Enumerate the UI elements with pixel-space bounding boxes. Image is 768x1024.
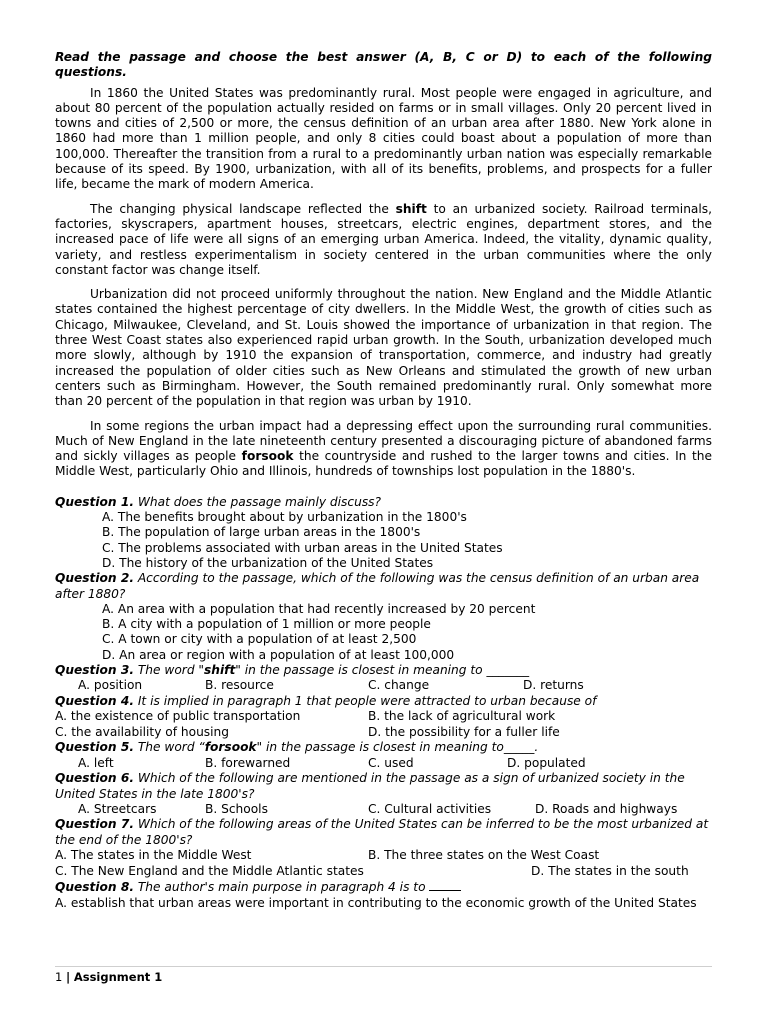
q7-option-d[interactable]: D. The states in the south [531, 863, 689, 878]
passage-paragraph-4: In some regions the urban impact had a depressing effect upon the surrounding rural communities. Much of New England in the late nineteenth century presented a discouraging picture of abandoned farms and sickly villages as people forsook the countryside and rushed to the larger towns and cities. In the Middle West, particularly Ohio and Illinois, hundreds of townships lost population in the 1880's. [55, 418, 713, 479]
q6-options [55, 802, 712, 818]
question-7: Question 7. Which of the following areas of the United States can be inferred to be the most urbanized at the end of the 1800's? [55, 817, 709, 847]
q1-option-b[interactable]: B. The population of large urban areas in the 1800's [102, 525, 421, 540]
question-8: Question 8. The author's main purpose in paragraph 4 is to [55, 879, 712, 895]
question-6: Question 6. Which of the following are mentioned in the passage as a sign of urbanized society in the United States in the late 1800's? [55, 771, 685, 801]
footer-title: Assignment 1 [73, 970, 163, 984]
question-3: Question 3. The word "shift" in the passage is closest in meaning to _______ [55, 662, 530, 677]
q5-option-b[interactable]: B. forewarned [205, 755, 291, 770]
question-4: Question 4. It is implied in paragraph 1 that people were attracted to urban because of [55, 693, 597, 708]
q7-option-a[interactable]: A. The states in the Middle West [55, 848, 252, 863]
q7-options-row-1 [55, 848, 712, 864]
passage-paragraph-2: The changing physical landscape reflected the shift to an urbanized society. Railroad terminals, factories, skyscrapers, apartment houses, streetcars, electric engines, department stores, and the increased pace of life were all signs of an emerging urban America. Indeed, the vitality, dynamic quality, variety, and restless experimentalism in society centered in the urban communities where the only constant factor was change itself. [55, 201, 712, 277]
q3-option-a[interactable]: A. position [78, 678, 143, 693]
question-2: Question 2. According to the passage, which of the following was the census definition of an urban area after 1880? [55, 571, 700, 601]
q4-options-row-1 [55, 709, 712, 725]
document-page [55, 50, 712, 911]
q2-option-d[interactable]: D. An area or region with a population of at least 100,000 [102, 647, 455, 662]
q6-option-c[interactable]: C. Cultural activities [368, 801, 492, 816]
q5-options [55, 756, 712, 772]
q5-option-d[interactable]: D. populated [507, 755, 586, 770]
q3-option-b[interactable]: B. resource [205, 678, 274, 693]
q6-option-a[interactable]: A. Streetcars [78, 801, 157, 816]
q5-option-c[interactable]: C. used [368, 755, 414, 770]
question-1: Question 1. What does the passage mainly discuss? [55, 494, 381, 509]
q4-option-c[interactable]: C. the availability of housing [55, 724, 230, 739]
q2-option-a[interactable]: A. An area with a population that had recently increased by 20 percent [102, 601, 536, 616]
page-footer [55, 966, 712, 984]
q4-option-a[interactable]: A. the existence of public transportation [55, 709, 301, 724]
answer-blank [429, 879, 461, 891]
keyword-shift: shift [395, 201, 427, 216]
question-5: Question 5. The word “forsook" in the passage is closest in meaning to_____. [55, 740, 539, 755]
q2-option-c[interactable]: C. A town or city with a population of at least 2,500 [102, 632, 417, 647]
q8-option-a[interactable]: A. establish that urban areas were important in contributing to the economic growth of the United States [55, 895, 697, 910]
q1-option-d[interactable]: D. The history of the urbanization of the United States [102, 555, 434, 570]
q4-option-d[interactable]: D. the possibility for a fuller life [368, 724, 560, 739]
q3-option-d[interactable]: D. returns [523, 678, 584, 693]
page-number: 1 [55, 970, 63, 984]
q3-options [55, 678, 712, 694]
q7-options-row-2 [55, 864, 712, 880]
passage-paragraph-3: Urbanization did not proceed uniformly throughout the nation. New England and the Middle Atlantic states contained the highest percentage of city dwellers. In the Middle West, the growth of cities such as Chicago, Milwaukee, Cleveland, and St. Louis showed the importance of urbanization in that region. The three West Coast states also experienced rapid urban growth. In the South, urbanization developed much more slowly, although by 1910 the expansion of transportation, commerce, and industry had greatly increased the population of older cities such as New Orleans and stimulated the growth of new urban centers such as Birmingham. However, the South remained predominantly rural. Only somewhat more than 20 percent of the population in that region was urban by 1910. [55, 287, 712, 409]
q4-option-b[interactable]: B. the lack of agricultural work [368, 709, 556, 724]
q1-option-c[interactable]: C. The problems associated with urban areas in the United States [102, 540, 503, 555]
footer-separator: | [65, 970, 71, 984]
q3-option-c[interactable]: C. change [368, 678, 430, 693]
instruction: Read the passage and choose the best answer (A, B, C or D) to each of the following questions. [55, 50, 712, 80]
q7-option-c[interactable]: C. The New England and the Middle Atlantic states [55, 863, 364, 878]
q2-option-b[interactable]: B. A city with a population of 1 million or more people [102, 617, 431, 632]
q7-option-b[interactable]: B. The three states on the West Coast [368, 848, 600, 863]
q5-option-a[interactable]: A. left [78, 755, 114, 770]
q6-option-b[interactable]: B. Schools [205, 801, 268, 816]
passage-paragraph-1: In 1860 the United States was predominantly rural. Most people were engaged in agriculture, and about 80 percent of the population actually resided on farms or in small villages. Only 20 percent lived in towns and cities of 2,500 or more, the census definition of an urban area after 1880. New York alone in 1860 had more than 1 million people, and only 8 cities could boast about a population of more than 100,000. Thereafter the transition from a rural to a predominantly urban nation was especially remarkable because of its speed. By 1900, urbanization, with all of its benefits, problems, and prospects for a fuller life, became the mark of modern America. [55, 85, 712, 192]
q6-option-d[interactable]: D. Roads and highways [535, 801, 678, 816]
q1-option-a[interactable]: A. The benefits brought about by urbanization in the 1800's [102, 510, 467, 525]
q4-options-row-2 [55, 725, 712, 741]
keyword-forsook: forsook [241, 449, 294, 464]
